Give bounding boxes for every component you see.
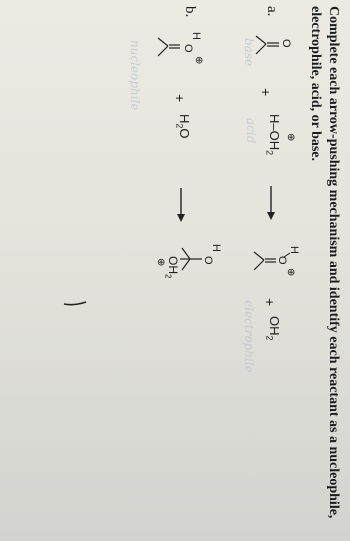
positive-charge-b: ⊕ <box>193 56 204 65</box>
protonated-ketone-b <box>150 34 190 74</box>
oxygen-atom-a: O <box>280 39 292 48</box>
hydrogen-atom-prod-b: H <box>210 244 222 252</box>
positive-charge-a: ⊕ <box>285 133 296 142</box>
protonated-ketone-a <box>246 246 290 286</box>
plus-sign-prod-a: + <box>262 298 278 307</box>
hydrogen-atom-b: H <box>190 32 202 40</box>
oxygen-atom-b: O <box>182 44 194 53</box>
positive-charge-prod-b: ⊕ <box>155 258 166 267</box>
oxygen-atom-prod-b: O <box>202 256 214 265</box>
problem-b-label: b. <box>182 6 198 18</box>
plus-sign-a: + <box>258 88 274 97</box>
pencil-note-electrophile: electrophile <box>242 300 256 373</box>
positive-charge-prod-a: ⊕ <box>285 268 296 277</box>
oxygen-atom-prod-a: O <box>276 256 288 265</box>
pencil-note-nucleophile: nucleophile <box>128 40 142 111</box>
hydronium-a: $H-OH_2$ <box>264 114 282 156</box>
reaction-arrow-b <box>176 188 186 222</box>
plus-sign-b: + <box>172 94 188 103</box>
water-reactant-b: $H_2O$ <box>174 114 192 139</box>
instructions-text: Complete each arrow-pushing mechanism and identify each reactant as a nucleophile, electrophile, acid, or base. <box>308 6 341 519</box>
pencil-note-acid: acid <box>244 118 258 144</box>
hydrogen-atom-prod-a: H <box>288 246 300 254</box>
problem-a-label: a. <box>264 6 280 17</box>
water-product-a: $OH_2$ <box>264 316 282 341</box>
pencil-note-base: base <box>242 38 256 67</box>
oh2-group-prod-b: $OH_2$ <box>163 256 180 279</box>
checkmark-mark <box>62 300 88 314</box>
reaction-arrow-a <box>266 186 276 220</box>
